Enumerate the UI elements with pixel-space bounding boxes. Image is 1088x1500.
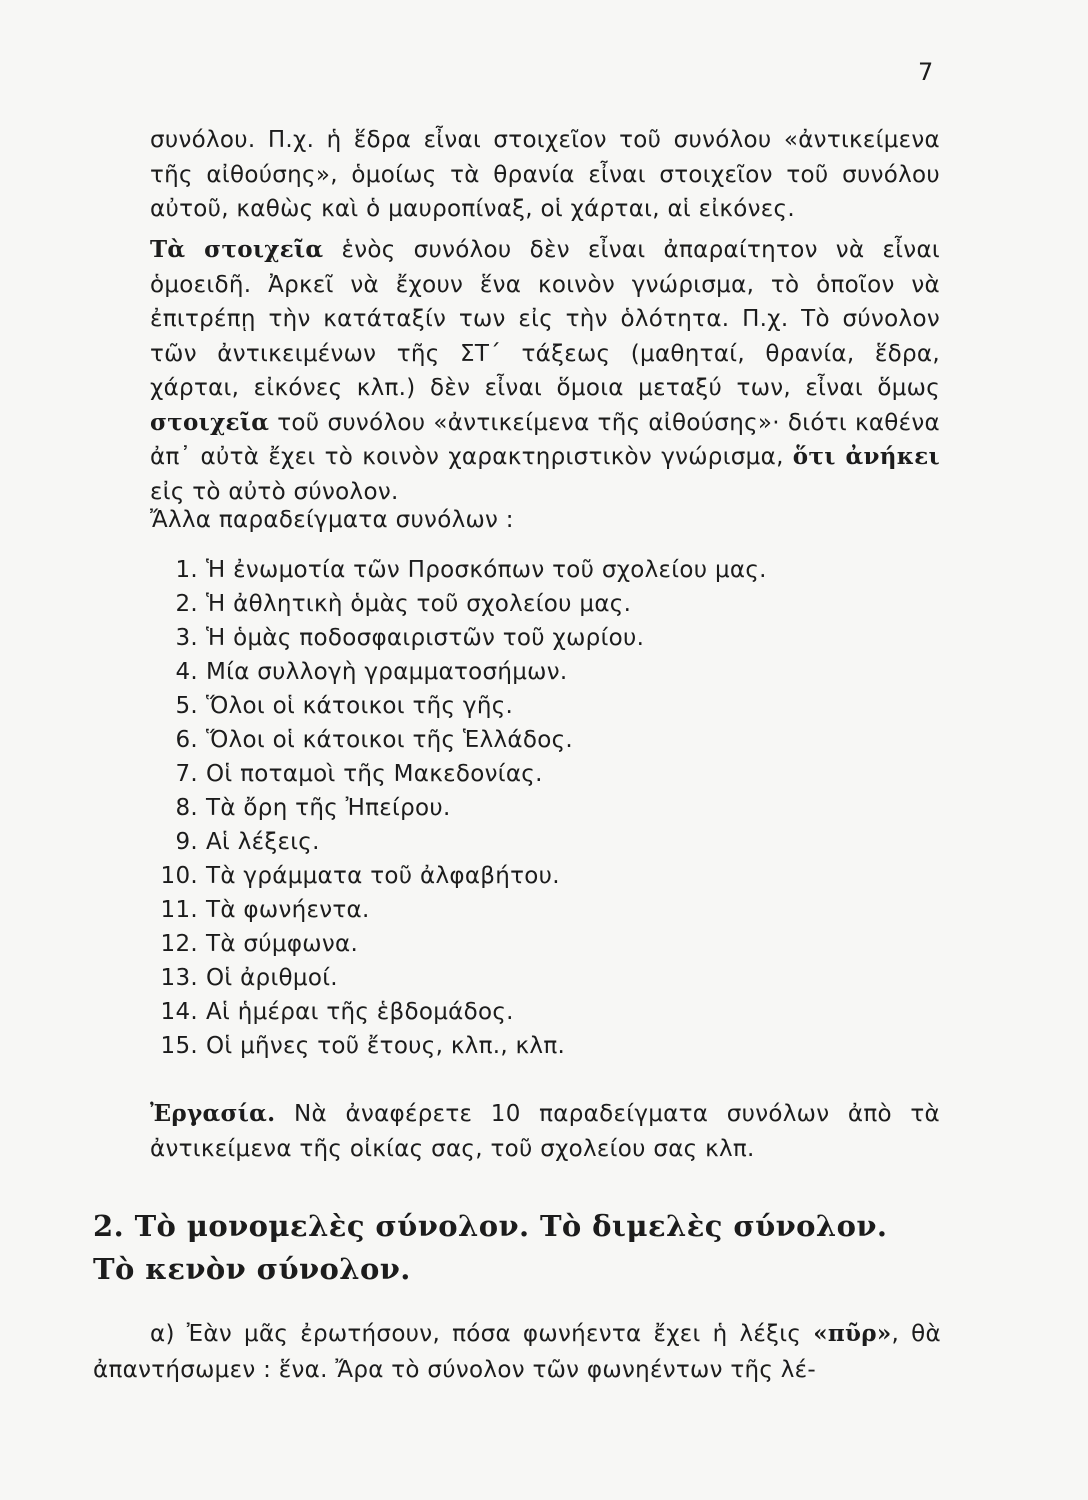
paragraph-3-text-1: Ἐὰν μᾶς ἐρωτήσουν, πόσα φωνήεντα ἔχει ἡ λέξις bbox=[174, 1321, 814, 1347]
list-item-text: Μία συλλογὴ γραμματοσήμων. bbox=[206, 659, 568, 685]
page-number: 7 bbox=[918, 58, 934, 86]
exercise-paragraph bbox=[150, 1097, 940, 1166]
list-item bbox=[150, 927, 850, 961]
list-item-text: Αἱ ἡμέραι τῆς ἑβδομάδος. bbox=[206, 999, 514, 1025]
paragraph-3-bold-word: «πῦρ» bbox=[813, 1320, 892, 1347]
list-item-number: 10. bbox=[160, 863, 198, 889]
paragraph-3-text-2: , θὰ ἀπαντήσωμεν : ἕνα. Ἄρα τὸ σύνολον τῶν φωνηέντων τῆς λέ- bbox=[93, 1321, 941, 1383]
list-item-text: Αἱ λέξεις. bbox=[206, 829, 320, 855]
paragraph-1: συνόλου. Π.χ. ἡ ἕδρα εἶναι στοιχεῖον τοῦ συνόλου «ἀντικείμενα τῆς αἰθούσης», ὁμοίως τὰ θρανία εἶναι στοιχεῖον τοῦ συνόλου αὐτοῦ, καθὼς καὶ ὁ μαυροπίναξ, οἱ χάρται, αἱ εἰκόνες. bbox=[150, 127, 940, 222]
exercise-label: Ἐργασία. bbox=[150, 1100, 276, 1127]
list-item bbox=[150, 655, 850, 689]
list-item bbox=[150, 553, 850, 587]
list-item-text: Ὅλοι οἱ κάτοικοι τῆς γῆς. bbox=[206, 693, 514, 719]
list-item bbox=[150, 995, 850, 1029]
paragraph-2-lead-bold: Τὰ στοιχεῖα bbox=[150, 236, 324, 263]
section-heading-line-1: 2. Τὸ μονομελὲς σύνολον. Τὸ διμελὲς σύνολον. bbox=[93, 1209, 888, 1243]
list-item bbox=[150, 859, 850, 893]
section-heading-line-2: Τὸ κενὸν σύνολον. bbox=[93, 1252, 411, 1286]
list-item-text: Τὰ φωνήεντα. bbox=[206, 897, 370, 923]
list-item-text: Οἱ μῆνες τοῦ ἔτους, κλπ., κλπ. bbox=[206, 1033, 566, 1059]
list-item-number: 3. bbox=[175, 625, 198, 651]
list-item-number: 14. bbox=[160, 999, 198, 1025]
list-item bbox=[150, 1029, 850, 1063]
list-item-text: Τὰ ὄρη τῆς Ἠπείρου. bbox=[206, 795, 451, 821]
paragraph-2-text-3: εἰς τὸ αὐτὸ σύνολον. bbox=[150, 478, 399, 505]
list-item-number: 12. bbox=[160, 931, 198, 957]
list-item bbox=[150, 791, 850, 825]
list-item-text: Ἡ ἐνωμοτία τῶν Προσκόπων τοῦ σχολείου μας. bbox=[206, 557, 767, 583]
list-item-number: 4. bbox=[175, 659, 198, 685]
list-item-text: Ὅλοι οἱ κάτοικοι τῆς Ἑλλάδος. bbox=[206, 727, 574, 753]
paragraph-2-text-2: τοῦ συνόλου «ἀντικείμενα τῆς αἰθούσης»· διότι καθένα ἀπ᾿ αὐτὰ ἔχει τὸ κοινὸν χαρακτηριστικὸν γνώρισμα, bbox=[150, 409, 940, 470]
list-item bbox=[150, 587, 850, 621]
exercise-text: Νὰ ἀναφέρετε 10 παραδείγματα συνόλων ἀπὸ τὰ ἀντικείμενα τῆς οἰκίας σας, τοῦ σχολείου σας κλπ. bbox=[150, 1101, 940, 1162]
list-item-number: 7. bbox=[175, 761, 198, 787]
paragraph-3 bbox=[93, 1316, 941, 1388]
list-item-number: 9. bbox=[175, 829, 198, 855]
list-item bbox=[150, 825, 850, 859]
list-item-text: Ἡ ὁμὰς ποδοσφαιριστῶν τοῦ χωρίου. bbox=[206, 625, 645, 651]
list-item bbox=[150, 757, 850, 791]
list-item bbox=[150, 961, 850, 995]
list-item bbox=[150, 723, 850, 757]
list-item-number: 1. bbox=[175, 557, 198, 583]
list-item-text: Οἱ ἀριθμοί. bbox=[206, 965, 338, 991]
paragraph-2-end-bold: ὅτι ἀνήκει bbox=[792, 443, 940, 470]
examples-list bbox=[150, 553, 850, 1063]
list-item-text: Οἱ ποταμοὶ τῆς Μακεδονίας. bbox=[206, 761, 543, 787]
list-item-text: Τὰ γράμματα τοῦ ἀλφαβήτου. bbox=[206, 863, 560, 889]
list-item bbox=[150, 893, 850, 927]
section-heading bbox=[93, 1205, 943, 1291]
list-item-number: 15. bbox=[160, 1033, 198, 1059]
list-item-number: 5. bbox=[175, 693, 198, 719]
list-item-number: 6. bbox=[175, 727, 198, 753]
paragraph-2 bbox=[150, 233, 940, 509]
examples-intro: Ἄλλα παραδείγματα συνόλων : bbox=[150, 507, 514, 533]
list-item bbox=[150, 621, 850, 655]
list-item-number: 11. bbox=[160, 897, 198, 923]
paragraph-3-marker: α) bbox=[150, 1321, 175, 1347]
list-item-text: Τὰ σύμφωνα. bbox=[206, 931, 359, 957]
list-item-number: 8. bbox=[175, 795, 198, 821]
list-item-number: 2. bbox=[175, 591, 198, 617]
list-item-text: Ἡ ἀθλητικὴ ὁμὰς τοῦ σχολείου μας. bbox=[206, 591, 632, 617]
paragraph-2-mid-bold: στοιχεῖα bbox=[150, 408, 270, 436]
list-item-number: 13. bbox=[160, 965, 198, 991]
paragraph-2-text-1: ἑνὸς συνόλου δὲν εἶναι ἀπαραίτητον νὰ εἶναι ὁμοειδῆ. Ἀρκεῖ νὰ ἔχουν ἕνα κοινὸν γνώρισμα, τὸ ὁποῖον νὰ ἐπιτρέπῃ τὴν κατάταξίν των εἰς τὴν ὁλότητα. Π.χ. Τὸ σύνολον τῶν ἀντικειμένων τῆς ΣΤ΄ τάξεως (μαθηταί, θρανία, ἕδρα, χάρται, εἰκόνες κλπ.) δὲν εἶναι ὅμοια μεταξύ των, εἶναι ὅμως bbox=[150, 237, 940, 401]
list-item bbox=[150, 689, 850, 723]
